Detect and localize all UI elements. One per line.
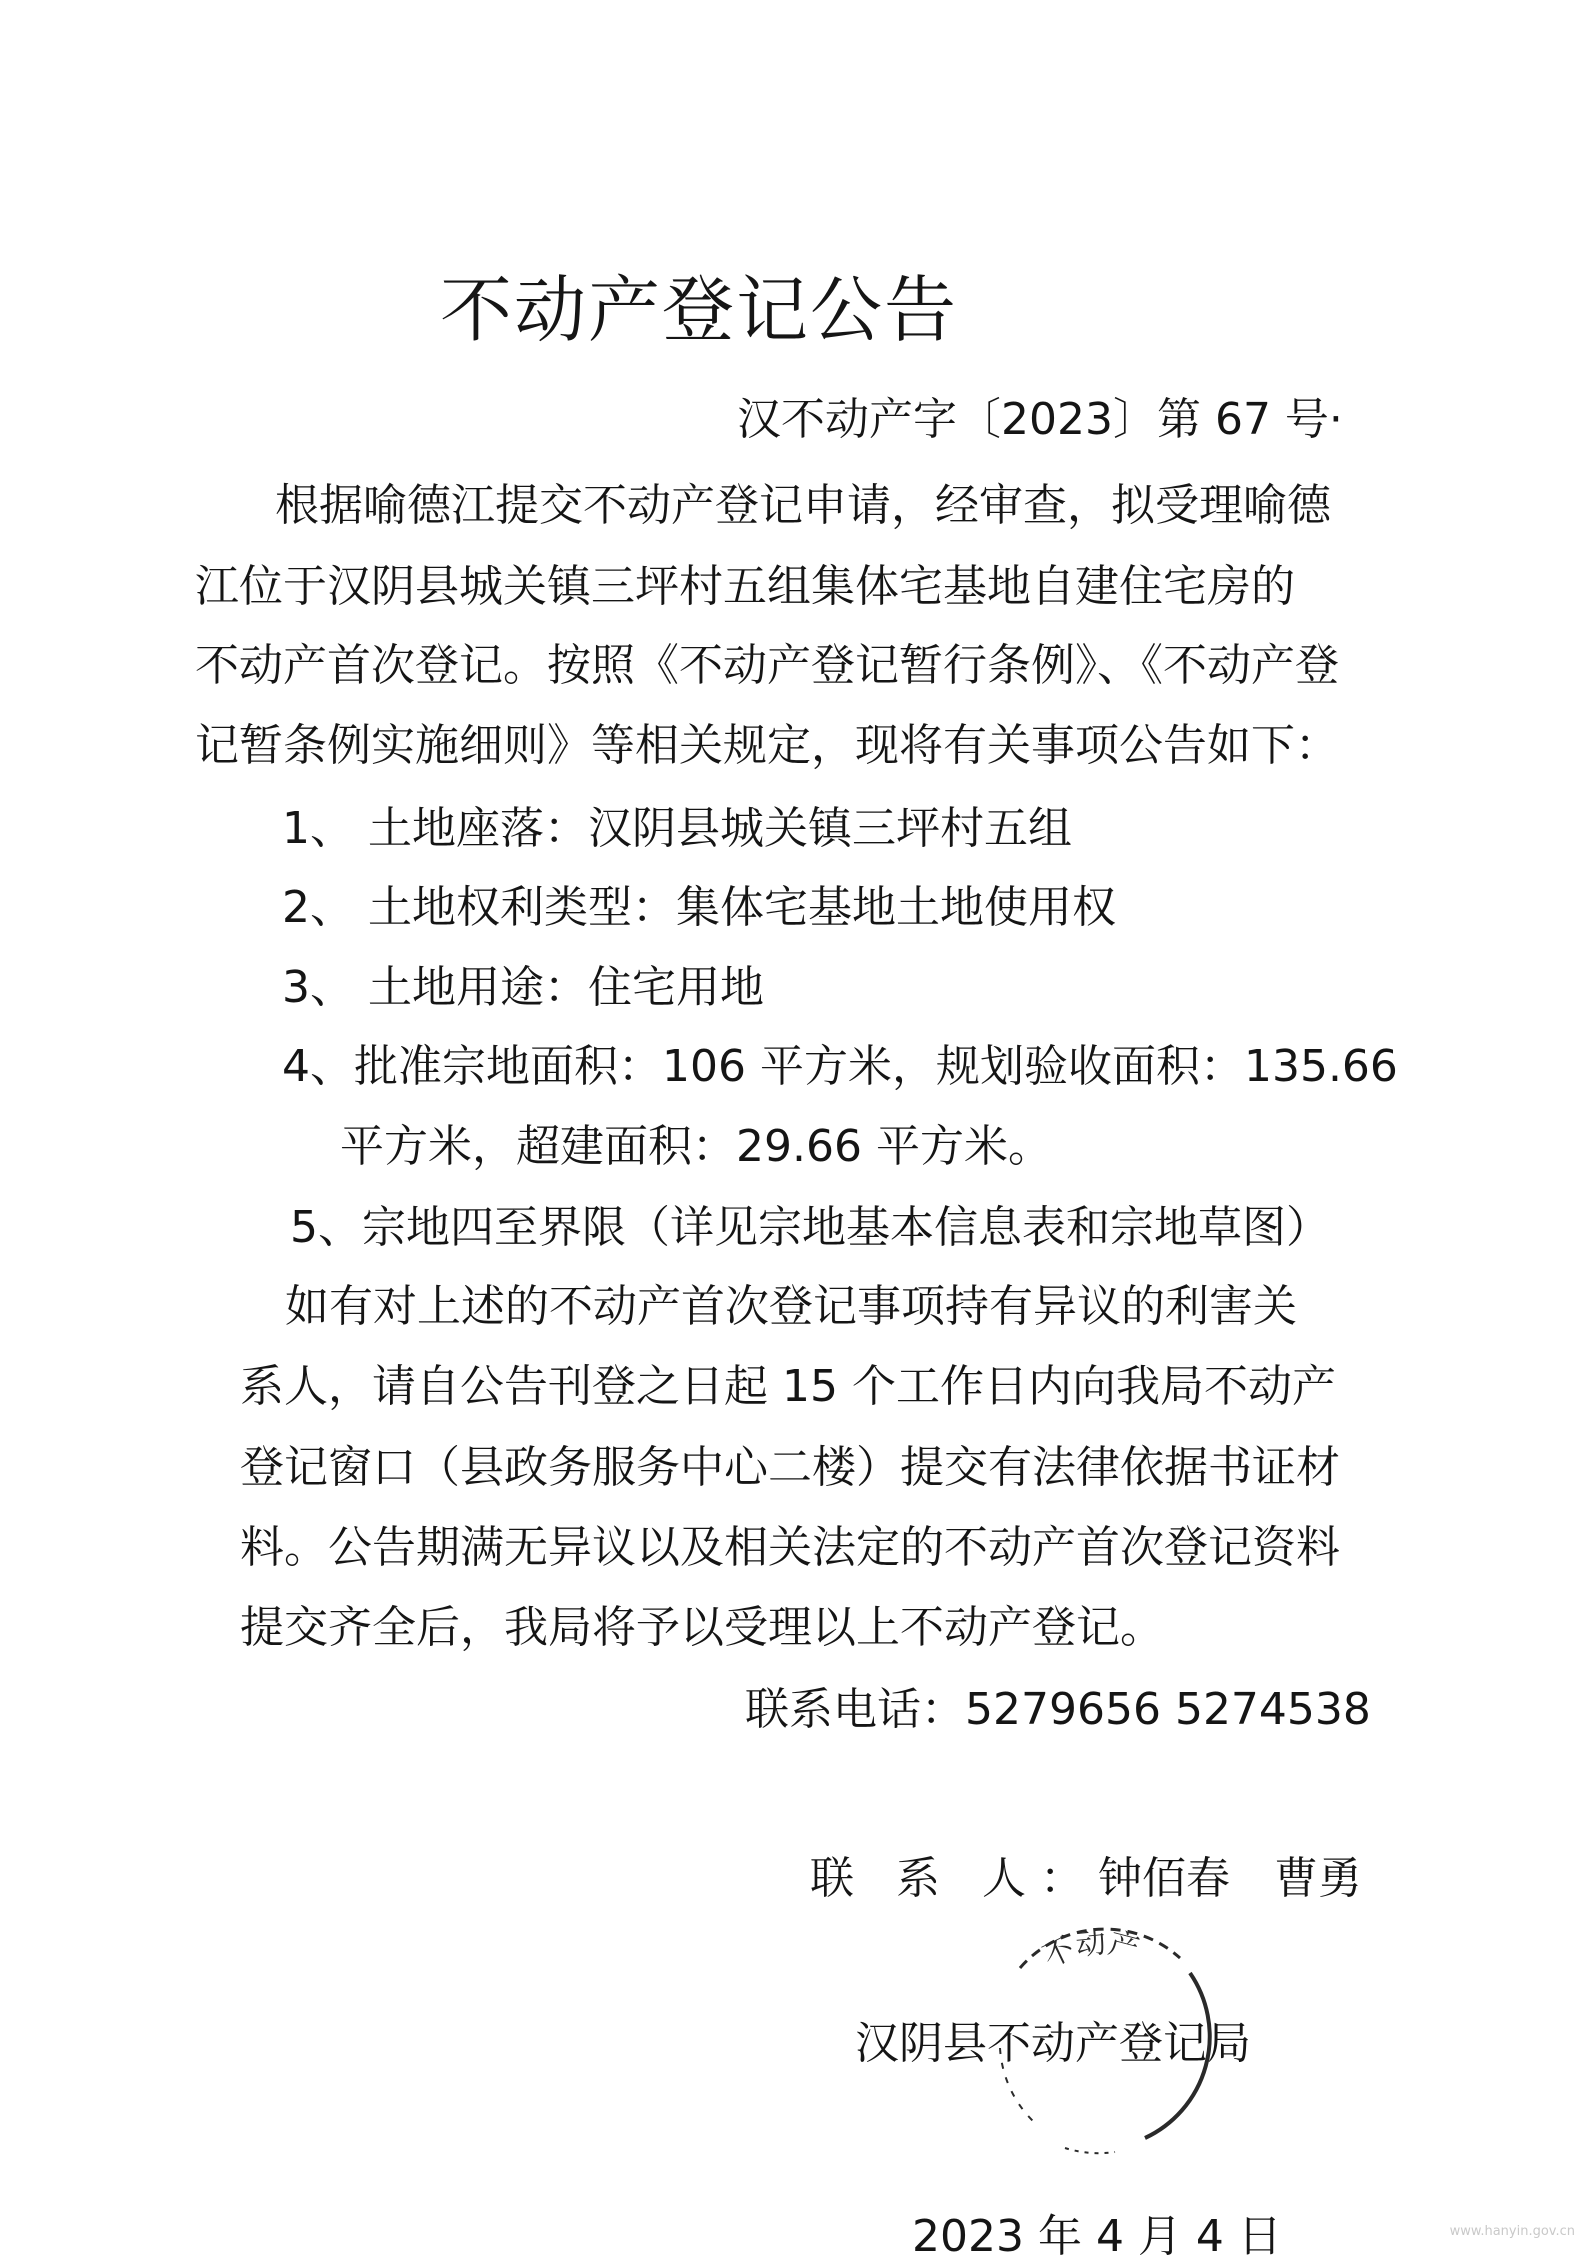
item-area-line-1: 4、批准宗地面积：106 平方米，规划验收面积：135.66 bbox=[282, 1041, 1398, 1092]
intro-line-2: 江位于汉阴县城关镇三坪村五组集体宅基地自建住宅房的 bbox=[195, 561, 1295, 612]
item-land-use: 3、 土地用途：住宅用地 bbox=[282, 962, 764, 1013]
contact-person bbox=[810, 1853, 1362, 1904]
item-boundaries: 5、宗地四至界限（详见宗地基本信息表和宗地草图） bbox=[290, 1202, 1330, 1253]
objection-line-4: 料。公告期满无异议以及相关法定的不动产首次登记资料 bbox=[240, 1522, 1340, 1573]
contact-phone: 联系电话：5279656 5274538 bbox=[745, 1684, 1371, 1735]
intro-line-1: 根据喻德江提交不动产登记申请，经审查，拟受理喻德 bbox=[275, 480, 1331, 531]
intro-line-4: 记暂条例实施细则》等相关规定，现将有关事项公告如下： bbox=[195, 720, 1339, 771]
contact-names: 钟佰春 曹勇 bbox=[1097, 1853, 1362, 1904]
intro-line-3: 不动产首次登记。按照《不动产登记暂行条例》、《不动产登 bbox=[195, 640, 1339, 691]
objection-line-5: 提交齐全后，我局将予以受理以上不动产登记。 bbox=[240, 1602, 1164, 1653]
objection-line-2: 系人，请自公告刊登之日起 15 个工作日内向我局不动产 bbox=[240, 1361, 1336, 1412]
document-number: 汉不动产字〔2023〕第 67 号· bbox=[737, 394, 1343, 445]
contact-label: 联 系 人： bbox=[810, 1853, 1098, 1904]
objection-line-1: 如有对上述的不动产首次登记事项持有异议的利害关 bbox=[285, 1281, 1297, 1332]
seal-text: 不动产 bbox=[1037, 1925, 1143, 1976]
item-area-line-2: 平方米，超建面积：29.66 平方米。 bbox=[340, 1121, 1052, 1172]
objection-line-3: 登记窗口（县政务服务中心二楼）提交有法律依据书证材 bbox=[240, 1442, 1340, 1493]
item-right-type: 2、 土地权利类型：集体宅基地土地使用权 bbox=[282, 882, 1116, 933]
watermark-url: www.hanyin.gov.cn bbox=[1449, 2224, 1575, 2239]
item-land-location: 1、 土地座落：汉阴县城关镇三坪村五组 bbox=[282, 803, 1072, 854]
issue-date: 2023 年 4 月 4 日 bbox=[912, 2211, 1282, 2262]
issuing-authority: 汉阴县不动产登记局 bbox=[855, 2018, 1251, 2069]
page-title: 不动产登记公告 bbox=[440, 268, 959, 352]
